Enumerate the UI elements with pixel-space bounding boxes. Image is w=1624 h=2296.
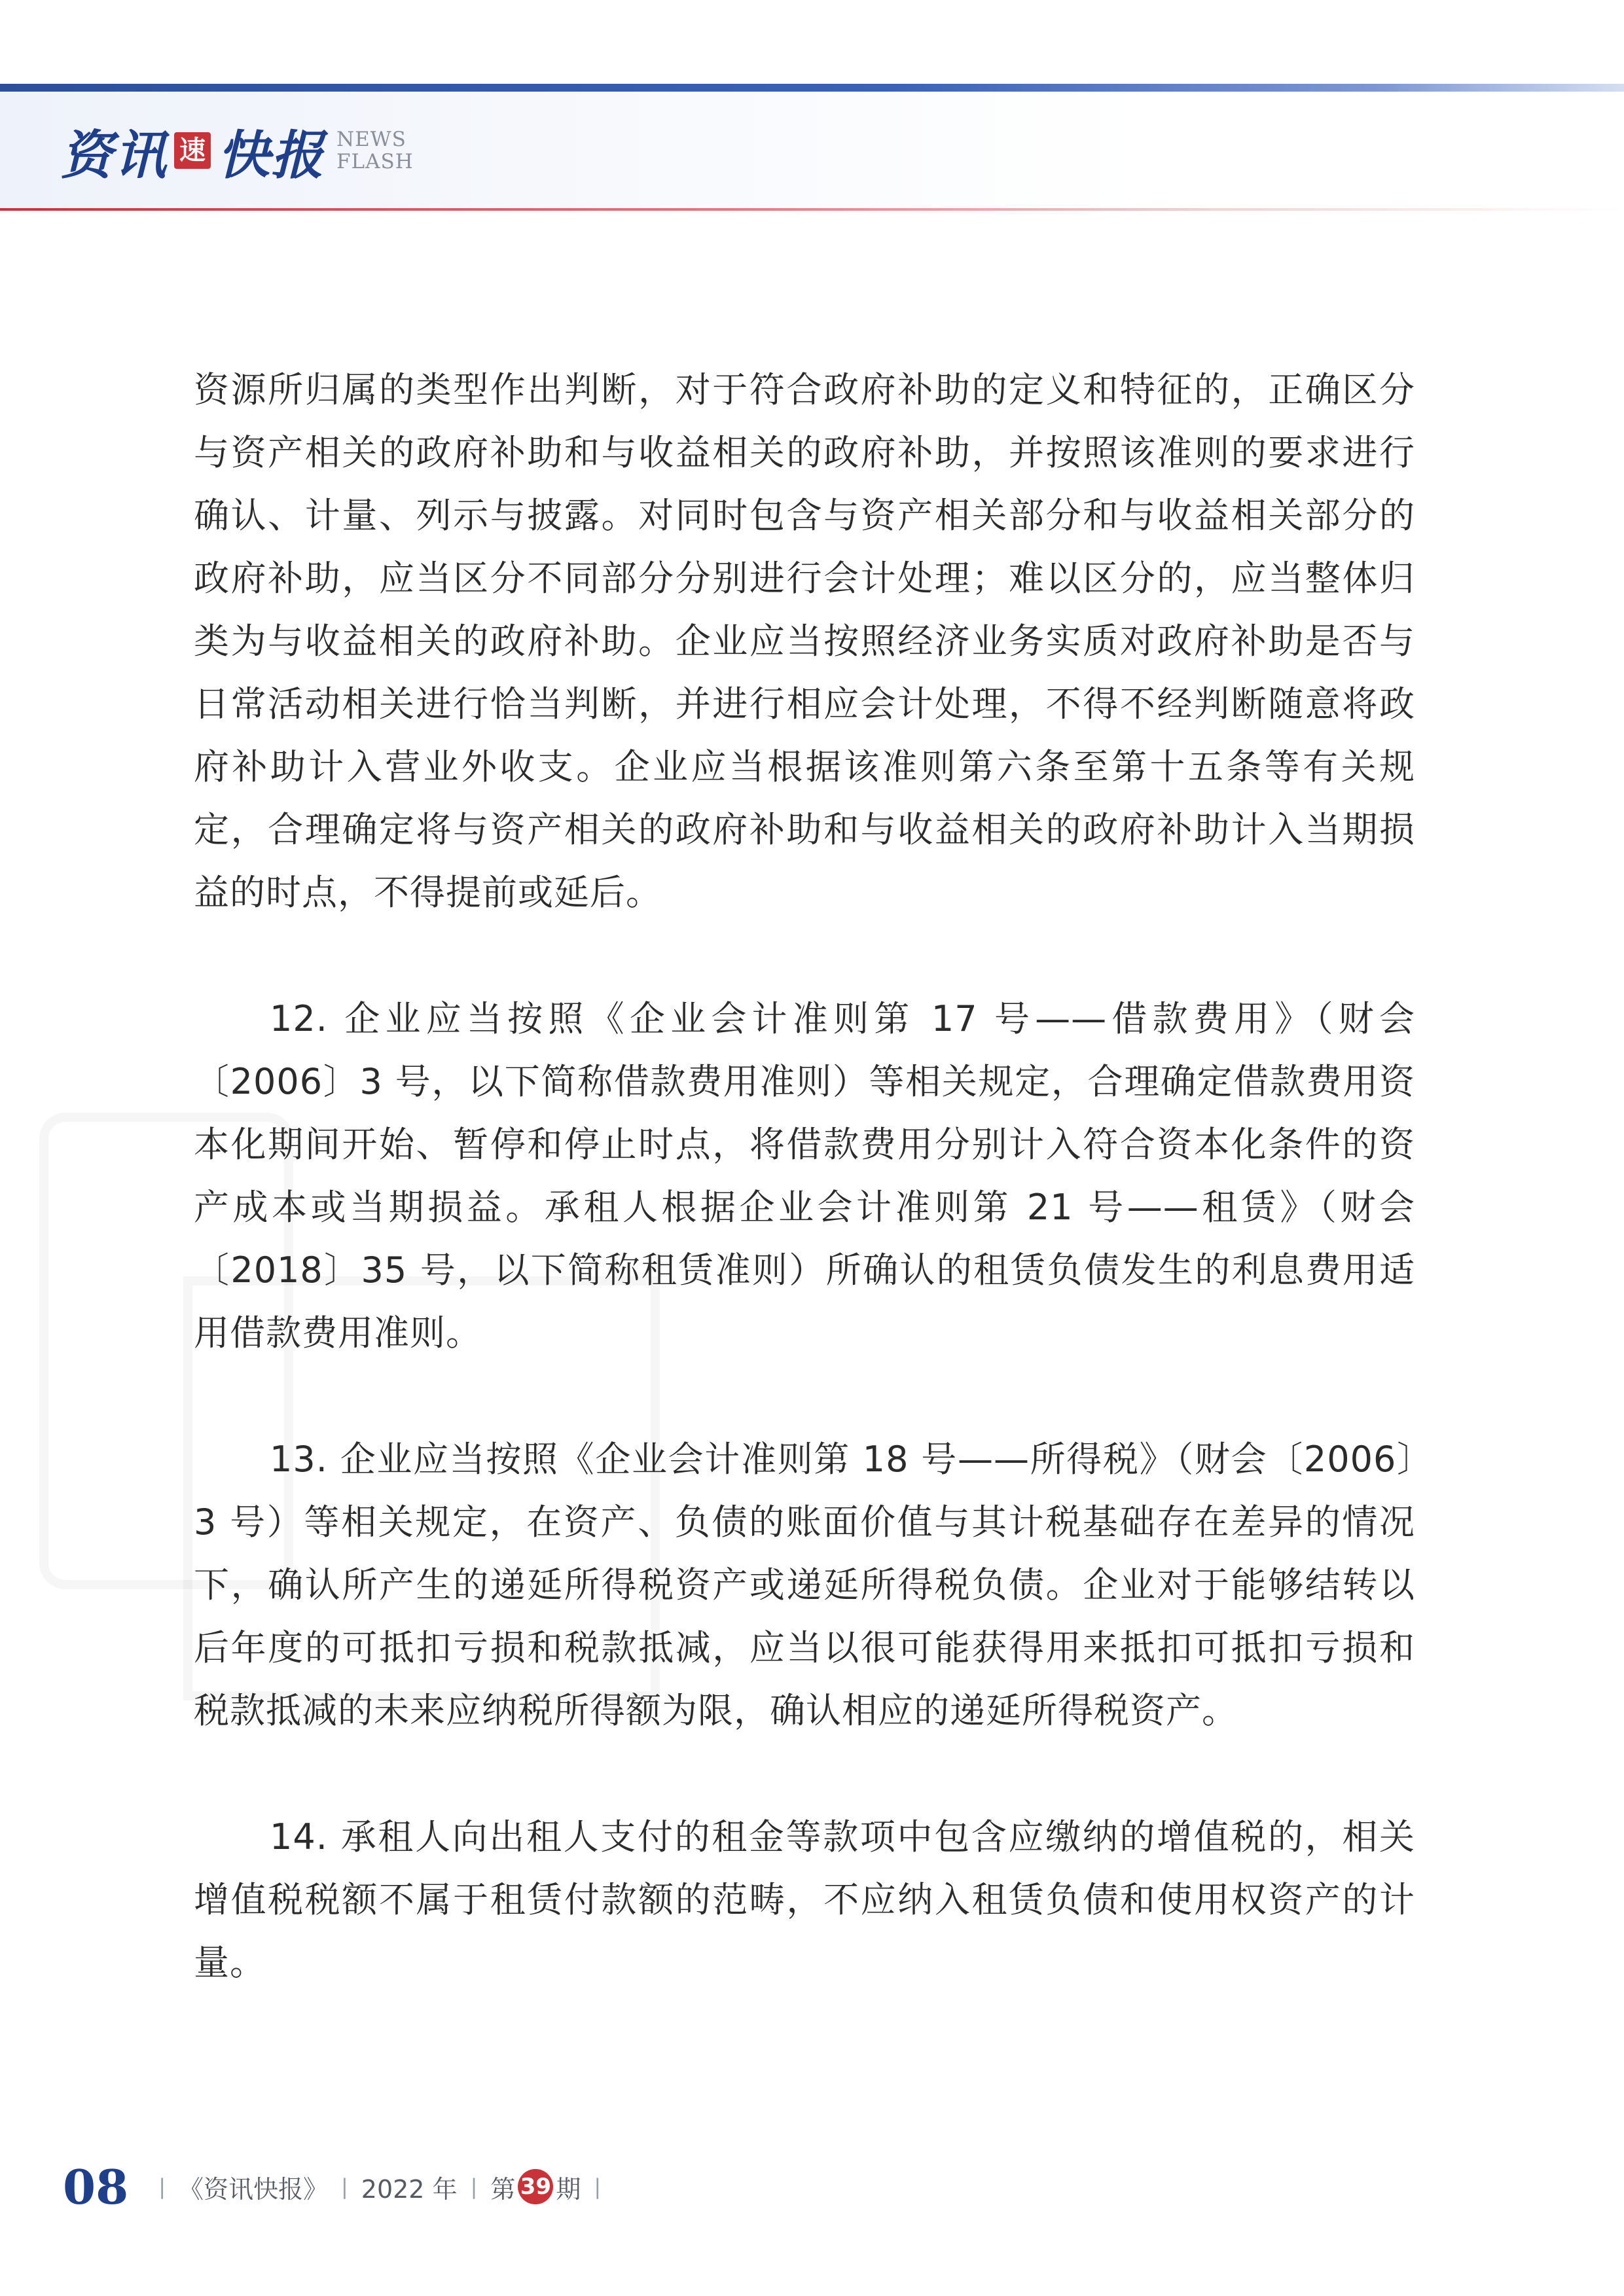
- page-footer: [63, 2157, 614, 2216]
- logo-english-line2: FLASH: [336, 150, 414, 173]
- paragraph-item-12: 12. 企业应当按照《企业会计准则第 17 号——借款费用》（财会〔2006〕3 号，以下简称借款费用准则）等相关规定，合理确定借款费用资本化期间开始、暂停和停止时点，将借款费用分别计入符合资本化条件的资产成本或当期损益。承租人根据企业会计准则第 21 号——租赁》（财会〔2018〕35 号，以下简称租赁准则）所确认的租赁负债发生的利息费用适用借款费用准则。: [194, 998, 1415, 1354]
- footer-publication: 《资讯快报》: [178, 2174, 328, 2204]
- logo-seal-icon: 速: [174, 132, 211, 169]
- header-red-line: [0, 208, 1624, 211]
- logo-english: [336, 128, 414, 173]
- publication-logo: [60, 111, 414, 190]
- logo-english-line1: NEWS: [336, 128, 406, 151]
- footer-separator: |: [594, 2174, 602, 2199]
- footer-separator: |: [341, 2174, 348, 2199]
- paragraph-item-14: 14. 承租人向出租人支付的租金等款项中包含应缴纳的增值税的，相关增值税税额不属于租赁付款额的范畴，不应纳入租赁负债和使用权资产的计量。: [194, 1816, 1415, 1983]
- footer-issue-prefix: 第: [490, 2174, 516, 2204]
- footer-separator: |: [158, 2174, 166, 2199]
- article-body: [194, 359, 1415, 2058]
- paragraph-continued: 资源所归属的类型作出判断，对于符合政府补助的定义和特征的，正确区分与资产相关的政府补助和与收益相关的政府补助，并按照该准则的要求进行确认、计量、列示与披露。对同时包含与资产相关部分和与收益相关部分的政府补助，应当区分不同部分分别进行会计处理；难以区分的，应当整体归类为与收益相关的政府补助。企业应当按照经济业务实质对政府补助是否与日常活动相关进行恰当判断，并进行相应会计处理，不得不经判断随意将政府补助计入营业外收支。企业应当根据该准则第六条至第十五条等有关规定，合理确定将与资产相关的政府补助和与收益相关的政府补助计入当期损益的时点，不得提前或延后。: [194, 369, 1415, 913]
- header-top-rule: [0, 84, 1624, 92]
- page-number: 08: [63, 2159, 129, 2215]
- logo-text-part1: 资讯: [60, 124, 168, 186]
- logo-text-part2: 快报: [217, 124, 325, 186]
- footer-separator: |: [470, 2174, 478, 2199]
- footer-issue-suffix: 期: [556, 2174, 581, 2204]
- paragraph-item-13: 13. 企业应当按照《企业会计准则第 18 号——所得税》（财会〔2006〕3 号）等相关规定，在资产、负债的账面价值与其计税基础存在差异的情况下，确认所产生的递延所得税资产或递延所得税负债。企业对于能够结转以后年度的可抵扣亏损和税款抵减，应当以很可能获得用来抵扣可抵扣亏损和税款抵减的未来应纳税所得额为限，确认相应的递延所得税资产。: [194, 1439, 1415, 1731]
- footer-issue-number: 39: [518, 2169, 553, 2204]
- footer-year: 2022 年: [361, 2174, 458, 2204]
